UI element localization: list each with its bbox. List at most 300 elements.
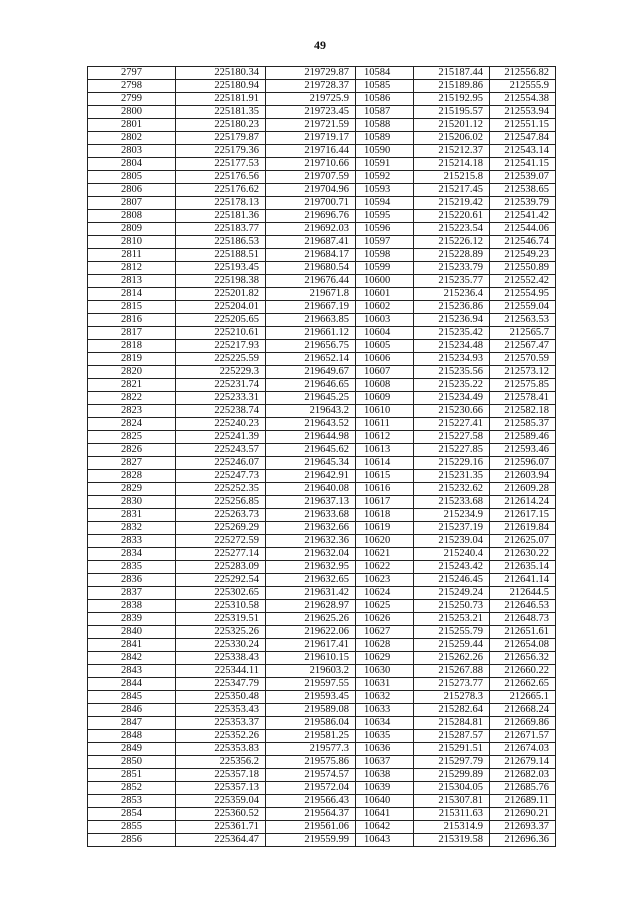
point-number-b-cell: 10631 bbox=[356, 678, 414, 691]
x-coordinate-a-cell: 225277.14 bbox=[176, 548, 266, 561]
y-coordinate-a-cell: 219716.44 bbox=[266, 145, 356, 158]
y-coordinate-b-cell: 212555.9 bbox=[490, 80, 556, 93]
point-number-b-cell: 10595 bbox=[356, 210, 414, 223]
table-row bbox=[88, 834, 556, 847]
x-coordinate-a-cell: 225269.29 bbox=[176, 522, 266, 535]
y-coordinate-b-cell: 212660.22 bbox=[490, 665, 556, 678]
table-row bbox=[88, 626, 556, 639]
y-coordinate-b-cell: 212641.14 bbox=[490, 574, 556, 587]
point-number-b-cell: 10599 bbox=[356, 262, 414, 275]
point-number-b-cell: 10641 bbox=[356, 808, 414, 821]
table-row bbox=[88, 288, 556, 301]
point-number-b-cell: 10622 bbox=[356, 561, 414, 574]
x-coordinate-a-cell: 225359.04 bbox=[176, 795, 266, 808]
x-coordinate-a-cell: 225353.37 bbox=[176, 717, 266, 730]
y-coordinate-a-cell: 219645.62 bbox=[266, 444, 356, 457]
point-number-a-cell: 2846 bbox=[88, 704, 176, 717]
y-coordinate-a-cell: 219656.75 bbox=[266, 340, 356, 353]
point-number-a-cell: 2802 bbox=[88, 132, 176, 145]
x-coordinate-a-cell: 225183.77 bbox=[176, 223, 266, 236]
y-coordinate-a-cell: 219723.45 bbox=[266, 106, 356, 119]
point-number-a-cell: 2811 bbox=[88, 249, 176, 262]
x-coordinate-b-cell: 215236.86 bbox=[414, 301, 490, 314]
x-coordinate-a-cell: 225181.36 bbox=[176, 210, 266, 223]
point-number-b-cell: 10606 bbox=[356, 353, 414, 366]
y-coordinate-b-cell: 212644.5 bbox=[490, 587, 556, 600]
point-number-a-cell: 2839 bbox=[88, 613, 176, 626]
point-number-a-cell: 2815 bbox=[88, 301, 176, 314]
x-coordinate-b-cell: 215299.89 bbox=[414, 769, 490, 782]
point-number-a-cell: 2847 bbox=[88, 717, 176, 730]
y-coordinate-b-cell: 212575.85 bbox=[490, 379, 556, 392]
table-row bbox=[88, 444, 556, 457]
x-coordinate-b-cell: 215291.51 bbox=[414, 743, 490, 756]
page-number: 49 bbox=[314, 38, 326, 52]
table-row bbox=[88, 821, 556, 834]
y-coordinate-a-cell: 219632.95 bbox=[266, 561, 356, 574]
x-coordinate-b-cell: 215267.88 bbox=[414, 665, 490, 678]
x-coordinate-a-cell: 225176.62 bbox=[176, 184, 266, 197]
point-number-a-cell: 2797 bbox=[88, 67, 176, 80]
x-coordinate-a-cell: 225198.38 bbox=[176, 275, 266, 288]
y-coordinate-b-cell: 212619.84 bbox=[490, 522, 556, 535]
point-number-b-cell: 10611 bbox=[356, 418, 414, 431]
y-coordinate-b-cell: 212554.38 bbox=[490, 93, 556, 106]
table-row bbox=[88, 639, 556, 652]
y-coordinate-b-cell: 212669.86 bbox=[490, 717, 556, 730]
table-row bbox=[88, 561, 556, 574]
table-row bbox=[88, 431, 556, 444]
y-coordinate-b-cell: 212671.57 bbox=[490, 730, 556, 743]
table-row bbox=[88, 756, 556, 769]
y-coordinate-a-cell: 219643.52 bbox=[266, 418, 356, 431]
x-coordinate-b-cell: 215297.79 bbox=[414, 756, 490, 769]
point-number-b-cell: 10613 bbox=[356, 444, 414, 457]
point-number-b-cell: 10614 bbox=[356, 457, 414, 470]
x-coordinate-b-cell: 215259.44 bbox=[414, 639, 490, 652]
y-coordinate-b-cell: 212552.42 bbox=[490, 275, 556, 288]
x-coordinate-b-cell: 215287.57 bbox=[414, 730, 490, 743]
x-coordinate-a-cell: 225256.85 bbox=[176, 496, 266, 509]
x-coordinate-b-cell: 215189.86 bbox=[414, 80, 490, 93]
point-number-a-cell: 2805 bbox=[88, 171, 176, 184]
x-coordinate-b-cell: 215234.49 bbox=[414, 392, 490, 405]
y-coordinate-a-cell: 219728.37 bbox=[266, 80, 356, 93]
y-coordinate-b-cell: 212696.36 bbox=[490, 834, 556, 847]
point-number-a-cell: 2853 bbox=[88, 795, 176, 808]
y-coordinate-b-cell: 212547.84 bbox=[490, 132, 556, 145]
y-coordinate-b-cell: 212563.53 bbox=[490, 314, 556, 327]
y-coordinate-b-cell: 212573.12 bbox=[490, 366, 556, 379]
point-number-a-cell: 2814 bbox=[88, 288, 176, 301]
x-coordinate-b-cell: 215212.37 bbox=[414, 145, 490, 158]
y-coordinate-a-cell: 219725.9 bbox=[266, 93, 356, 106]
y-coordinate-a-cell: 219577.3 bbox=[266, 743, 356, 756]
y-coordinate-a-cell: 219649.67 bbox=[266, 366, 356, 379]
x-coordinate-a-cell: 225292.54 bbox=[176, 574, 266, 587]
y-coordinate-b-cell: 212646.53 bbox=[490, 600, 556, 613]
point-number-a-cell: 2808 bbox=[88, 210, 176, 223]
x-coordinate-a-cell: 225217.93 bbox=[176, 340, 266, 353]
y-coordinate-a-cell: 219687.41 bbox=[266, 236, 356, 249]
x-coordinate-a-cell: 225193.45 bbox=[176, 262, 266, 275]
point-number-a-cell: 2799 bbox=[88, 93, 176, 106]
point-number-b-cell: 10604 bbox=[356, 327, 414, 340]
y-coordinate-a-cell: 219661.12 bbox=[266, 327, 356, 340]
point-number-b-cell: 10624 bbox=[356, 587, 414, 600]
x-coordinate-a-cell: 225225.59 bbox=[176, 353, 266, 366]
x-coordinate-a-cell: 225356.2 bbox=[176, 756, 266, 769]
x-coordinate-b-cell: 215284.81 bbox=[414, 717, 490, 730]
point-number-b-cell: 10621 bbox=[356, 548, 414, 561]
table-row bbox=[88, 197, 556, 210]
table-row bbox=[88, 132, 556, 145]
x-coordinate-b-cell: 215223.54 bbox=[414, 223, 490, 236]
x-coordinate-a-cell: 225229.3 bbox=[176, 366, 266, 379]
x-coordinate-a-cell: 225181.35 bbox=[176, 106, 266, 119]
x-coordinate-b-cell: 215232.62 bbox=[414, 483, 490, 496]
table-row bbox=[88, 496, 556, 509]
y-coordinate-a-cell: 219564.37 bbox=[266, 808, 356, 821]
y-coordinate-b-cell: 212570.59 bbox=[490, 353, 556, 366]
y-coordinate-a-cell: 219593.45 bbox=[266, 691, 356, 704]
x-coordinate-a-cell: 225240.23 bbox=[176, 418, 266, 431]
x-coordinate-a-cell: 225325.26 bbox=[176, 626, 266, 639]
point-number-a-cell: 2828 bbox=[88, 470, 176, 483]
x-coordinate-b-cell: 215304.05 bbox=[414, 782, 490, 795]
table-row bbox=[88, 184, 556, 197]
point-number-a-cell: 2801 bbox=[88, 119, 176, 132]
point-number-a-cell: 2804 bbox=[88, 158, 176, 171]
x-coordinate-a-cell: 225204.01 bbox=[176, 301, 266, 314]
point-number-a-cell: 2833 bbox=[88, 535, 176, 548]
y-coordinate-a-cell: 219719.17 bbox=[266, 132, 356, 145]
x-coordinate-a-cell: 225263.73 bbox=[176, 509, 266, 522]
x-coordinate-a-cell: 225246.07 bbox=[176, 457, 266, 470]
x-coordinate-a-cell: 225243.57 bbox=[176, 444, 266, 457]
y-coordinate-b-cell: 212549.23 bbox=[490, 249, 556, 262]
table-row bbox=[88, 730, 556, 743]
y-coordinate-b-cell: 212654.08 bbox=[490, 639, 556, 652]
point-number-b-cell: 10619 bbox=[356, 522, 414, 535]
y-coordinate-a-cell: 219575.86 bbox=[266, 756, 356, 769]
point-number-b-cell: 10609 bbox=[356, 392, 414, 405]
point-number-b-cell: 10589 bbox=[356, 132, 414, 145]
table-row bbox=[88, 80, 556, 93]
table-row bbox=[88, 353, 556, 366]
y-coordinate-a-cell: 219628.97 bbox=[266, 600, 356, 613]
table-row bbox=[88, 366, 556, 379]
y-coordinate-a-cell: 219632.04 bbox=[266, 548, 356, 561]
y-coordinate-a-cell: 219632.36 bbox=[266, 535, 356, 548]
point-number-b-cell: 10643 bbox=[356, 834, 414, 847]
table-row bbox=[88, 652, 556, 665]
x-coordinate-b-cell: 215228.89 bbox=[414, 249, 490, 262]
y-coordinate-b-cell: 212567.47 bbox=[490, 340, 556, 353]
x-coordinate-a-cell: 225247.73 bbox=[176, 470, 266, 483]
x-coordinate-a-cell: 225344.11 bbox=[176, 665, 266, 678]
point-number-a-cell: 2838 bbox=[88, 600, 176, 613]
table-row bbox=[88, 327, 556, 340]
table-row bbox=[88, 483, 556, 496]
point-number-a-cell: 2822 bbox=[88, 392, 176, 405]
y-coordinate-b-cell: 212541.42 bbox=[490, 210, 556, 223]
point-number-b-cell: 10593 bbox=[356, 184, 414, 197]
y-coordinate-b-cell: 212565.7 bbox=[490, 327, 556, 340]
point-number-b-cell: 10626 bbox=[356, 613, 414, 626]
y-coordinate-b-cell: 212603.94 bbox=[490, 470, 556, 483]
point-number-b-cell: 10635 bbox=[356, 730, 414, 743]
x-coordinate-a-cell: 225350.48 bbox=[176, 691, 266, 704]
x-coordinate-b-cell: 215250.73 bbox=[414, 600, 490, 613]
point-number-a-cell: 2826 bbox=[88, 444, 176, 457]
x-coordinate-a-cell: 225347.79 bbox=[176, 678, 266, 691]
point-number-b-cell: 10630 bbox=[356, 665, 414, 678]
x-coordinate-b-cell: 215217.45 bbox=[414, 184, 490, 197]
y-coordinate-b-cell: 212651.61 bbox=[490, 626, 556, 639]
point-number-b-cell: 10634 bbox=[356, 717, 414, 730]
y-coordinate-a-cell: 219617.41 bbox=[266, 639, 356, 652]
point-number-b-cell: 10596 bbox=[356, 223, 414, 236]
point-number-a-cell: 2850 bbox=[88, 756, 176, 769]
y-coordinate-a-cell: 219663.85 bbox=[266, 314, 356, 327]
x-coordinate-b-cell: 215235.56 bbox=[414, 366, 490, 379]
x-coordinate-a-cell: 225231.74 bbox=[176, 379, 266, 392]
point-number-a-cell: 2827 bbox=[88, 457, 176, 470]
y-coordinate-a-cell: 219622.06 bbox=[266, 626, 356, 639]
table-row bbox=[88, 67, 556, 80]
point-number-a-cell: 2821 bbox=[88, 379, 176, 392]
point-number-a-cell: 2840 bbox=[88, 626, 176, 639]
point-number-b-cell: 10625 bbox=[356, 600, 414, 613]
y-coordinate-b-cell: 212596.07 bbox=[490, 457, 556, 470]
x-coordinate-b-cell: 215192.95 bbox=[414, 93, 490, 106]
y-coordinate-b-cell: 212554.95 bbox=[490, 288, 556, 301]
table-row bbox=[88, 522, 556, 535]
y-coordinate-a-cell: 219632.65 bbox=[266, 574, 356, 587]
point-number-b-cell: 10592 bbox=[356, 171, 414, 184]
y-coordinate-b-cell: 212689.11 bbox=[490, 795, 556, 808]
y-coordinate-a-cell: 219644.98 bbox=[266, 431, 356, 444]
point-number-b-cell: 10588 bbox=[356, 119, 414, 132]
x-coordinate-a-cell: 225233.31 bbox=[176, 392, 266, 405]
point-number-a-cell: 2824 bbox=[88, 418, 176, 431]
y-coordinate-b-cell: 212674.03 bbox=[490, 743, 556, 756]
x-coordinate-b-cell: 215311.63 bbox=[414, 808, 490, 821]
point-number-b-cell: 10600 bbox=[356, 275, 414, 288]
y-coordinate-a-cell: 219566.43 bbox=[266, 795, 356, 808]
x-coordinate-a-cell: 225179.87 bbox=[176, 132, 266, 145]
y-coordinate-a-cell: 219652.14 bbox=[266, 353, 356, 366]
table-row bbox=[88, 769, 556, 782]
y-coordinate-a-cell: 219586.04 bbox=[266, 717, 356, 730]
point-number-b-cell: 10637 bbox=[356, 756, 414, 769]
y-coordinate-b-cell: 212582.18 bbox=[490, 405, 556, 418]
x-coordinate-a-cell: 225357.13 bbox=[176, 782, 266, 795]
y-coordinate-a-cell: 219646.65 bbox=[266, 379, 356, 392]
y-coordinate-b-cell: 212585.37 bbox=[490, 418, 556, 431]
x-coordinate-a-cell: 225283.09 bbox=[176, 561, 266, 574]
point-number-b-cell: 10598 bbox=[356, 249, 414, 262]
y-coordinate-b-cell: 212589.46 bbox=[490, 431, 556, 444]
y-coordinate-a-cell: 219704.96 bbox=[266, 184, 356, 197]
y-coordinate-b-cell: 212690.21 bbox=[490, 808, 556, 821]
x-coordinate-a-cell: 225352.26 bbox=[176, 730, 266, 743]
x-coordinate-b-cell: 215227.85 bbox=[414, 444, 490, 457]
y-coordinate-a-cell: 219692.03 bbox=[266, 223, 356, 236]
y-coordinate-a-cell: 219597.55 bbox=[266, 678, 356, 691]
x-coordinate-b-cell: 215233.68 bbox=[414, 496, 490, 509]
table-row bbox=[88, 223, 556, 236]
point-number-b-cell: 10623 bbox=[356, 574, 414, 587]
y-coordinate-b-cell: 212662.65 bbox=[490, 678, 556, 691]
y-coordinate-b-cell: 212679.14 bbox=[490, 756, 556, 769]
y-coordinate-b-cell: 212544.06 bbox=[490, 223, 556, 236]
x-coordinate-b-cell: 215249.24 bbox=[414, 587, 490, 600]
point-number-a-cell: 2823 bbox=[88, 405, 176, 418]
x-coordinate-b-cell: 215195.57 bbox=[414, 106, 490, 119]
point-number-b-cell: 10601 bbox=[356, 288, 414, 301]
y-coordinate-b-cell: 212538.65 bbox=[490, 184, 556, 197]
coordinates-table bbox=[87, 66, 556, 847]
x-coordinate-b-cell: 215246.45 bbox=[414, 574, 490, 587]
x-coordinate-b-cell: 215278.3 bbox=[414, 691, 490, 704]
x-coordinate-a-cell: 225186.53 bbox=[176, 236, 266, 249]
point-number-b-cell: 10610 bbox=[356, 405, 414, 418]
y-coordinate-a-cell: 219707.59 bbox=[266, 171, 356, 184]
point-number-a-cell: 2819 bbox=[88, 353, 176, 366]
point-number-b-cell: 10586 bbox=[356, 93, 414, 106]
point-number-a-cell: 2845 bbox=[88, 691, 176, 704]
point-number-a-cell: 2807 bbox=[88, 197, 176, 210]
point-number-a-cell: 2830 bbox=[88, 496, 176, 509]
point-number-b-cell: 10618 bbox=[356, 509, 414, 522]
table-row bbox=[88, 301, 556, 314]
y-coordinate-b-cell: 212539.79 bbox=[490, 197, 556, 210]
x-coordinate-a-cell: 225176.56 bbox=[176, 171, 266, 184]
point-number-a-cell: 2813 bbox=[88, 275, 176, 288]
point-number-b-cell: 10627 bbox=[356, 626, 414, 639]
point-number-a-cell: 2829 bbox=[88, 483, 176, 496]
point-number-a-cell: 2820 bbox=[88, 366, 176, 379]
y-coordinate-a-cell: 219671.8 bbox=[266, 288, 356, 301]
x-coordinate-a-cell: 225201.82 bbox=[176, 288, 266, 301]
y-coordinate-b-cell: 212656.32 bbox=[490, 652, 556, 665]
point-number-a-cell: 2809 bbox=[88, 223, 176, 236]
x-coordinate-b-cell: 215236.4 bbox=[414, 288, 490, 301]
x-coordinate-b-cell: 215215.8 bbox=[414, 171, 490, 184]
y-coordinate-b-cell: 212609.28 bbox=[490, 483, 556, 496]
x-coordinate-a-cell: 225241.39 bbox=[176, 431, 266, 444]
x-coordinate-b-cell: 215243.42 bbox=[414, 561, 490, 574]
table-row bbox=[88, 782, 556, 795]
y-coordinate-b-cell: 212556.82 bbox=[490, 67, 556, 80]
y-coordinate-a-cell: 219680.54 bbox=[266, 262, 356, 275]
point-number-a-cell: 2854 bbox=[88, 808, 176, 821]
table-row bbox=[88, 535, 556, 548]
x-coordinate-a-cell: 225360.52 bbox=[176, 808, 266, 821]
y-coordinate-b-cell: 212546.74 bbox=[490, 236, 556, 249]
point-number-a-cell: 2849 bbox=[88, 743, 176, 756]
x-coordinate-b-cell: 215314.9 bbox=[414, 821, 490, 834]
table-row bbox=[88, 171, 556, 184]
x-coordinate-a-cell: 225177.53 bbox=[176, 158, 266, 171]
point-number-a-cell: 2816 bbox=[88, 314, 176, 327]
table-row bbox=[88, 678, 556, 691]
y-coordinate-b-cell: 212559.04 bbox=[490, 301, 556, 314]
point-number-a-cell: 2812 bbox=[88, 262, 176, 275]
y-coordinate-b-cell: 212551.15 bbox=[490, 119, 556, 132]
point-number-b-cell: 10642 bbox=[356, 821, 414, 834]
x-coordinate-b-cell: 215229.16 bbox=[414, 457, 490, 470]
x-coordinate-a-cell: 225302.65 bbox=[176, 587, 266, 600]
x-coordinate-a-cell: 225180.34 bbox=[176, 67, 266, 80]
y-coordinate-a-cell: 219645.25 bbox=[266, 392, 356, 405]
table-row bbox=[88, 613, 556, 626]
table-row bbox=[88, 93, 556, 106]
point-number-a-cell: 2810 bbox=[88, 236, 176, 249]
point-number-b-cell: 10639 bbox=[356, 782, 414, 795]
y-coordinate-a-cell: 219729.87 bbox=[266, 67, 356, 80]
point-number-a-cell: 2835 bbox=[88, 561, 176, 574]
point-number-b-cell: 10607 bbox=[356, 366, 414, 379]
table-row bbox=[88, 314, 556, 327]
coordinates-table-body bbox=[88, 67, 556, 847]
y-coordinate-a-cell: 219603.2 bbox=[266, 665, 356, 678]
y-coordinate-b-cell: 212617.15 bbox=[490, 509, 556, 522]
y-coordinate-a-cell: 219645.34 bbox=[266, 457, 356, 470]
y-coordinate-b-cell: 212685.76 bbox=[490, 782, 556, 795]
y-coordinate-a-cell: 219721.59 bbox=[266, 119, 356, 132]
table-row bbox=[88, 587, 556, 600]
point-number-a-cell: 2836 bbox=[88, 574, 176, 587]
table-row bbox=[88, 106, 556, 119]
point-number-b-cell: 10636 bbox=[356, 743, 414, 756]
point-number-b-cell: 10632 bbox=[356, 691, 414, 704]
x-coordinate-b-cell: 215234.9 bbox=[414, 509, 490, 522]
point-number-a-cell: 2806 bbox=[88, 184, 176, 197]
x-coordinate-a-cell: 225319.51 bbox=[176, 613, 266, 626]
x-coordinate-b-cell: 215235.77 bbox=[414, 275, 490, 288]
table-row bbox=[88, 457, 556, 470]
point-number-a-cell: 2798 bbox=[88, 80, 176, 93]
y-coordinate-a-cell: 219640.08 bbox=[266, 483, 356, 496]
table-row bbox=[88, 145, 556, 158]
x-coordinate-b-cell: 215201.12 bbox=[414, 119, 490, 132]
x-coordinate-a-cell: 225310.58 bbox=[176, 600, 266, 613]
x-coordinate-a-cell: 225205.65 bbox=[176, 314, 266, 327]
point-number-a-cell: 2825 bbox=[88, 431, 176, 444]
point-number-a-cell: 2831 bbox=[88, 509, 176, 522]
y-coordinate-a-cell: 219642.91 bbox=[266, 470, 356, 483]
y-coordinate-b-cell: 212541.15 bbox=[490, 158, 556, 171]
point-number-b-cell: 10617 bbox=[356, 496, 414, 509]
point-number-a-cell: 2832 bbox=[88, 522, 176, 535]
x-coordinate-a-cell: 225272.59 bbox=[176, 535, 266, 548]
x-coordinate-b-cell: 215219.42 bbox=[414, 197, 490, 210]
y-coordinate-b-cell: 212550.89 bbox=[490, 262, 556, 275]
x-coordinate-b-cell: 215307.81 bbox=[414, 795, 490, 808]
table-row bbox=[88, 418, 556, 431]
x-coordinate-a-cell: 225180.94 bbox=[176, 80, 266, 93]
y-coordinate-a-cell: 219632.66 bbox=[266, 522, 356, 535]
table-row bbox=[88, 717, 556, 730]
y-coordinate-b-cell: 212614.24 bbox=[490, 496, 556, 509]
y-coordinate-a-cell: 219710.66 bbox=[266, 158, 356, 171]
table-row bbox=[88, 262, 556, 275]
x-coordinate-b-cell: 215234.48 bbox=[414, 340, 490, 353]
point-number-b-cell: 10603 bbox=[356, 314, 414, 327]
